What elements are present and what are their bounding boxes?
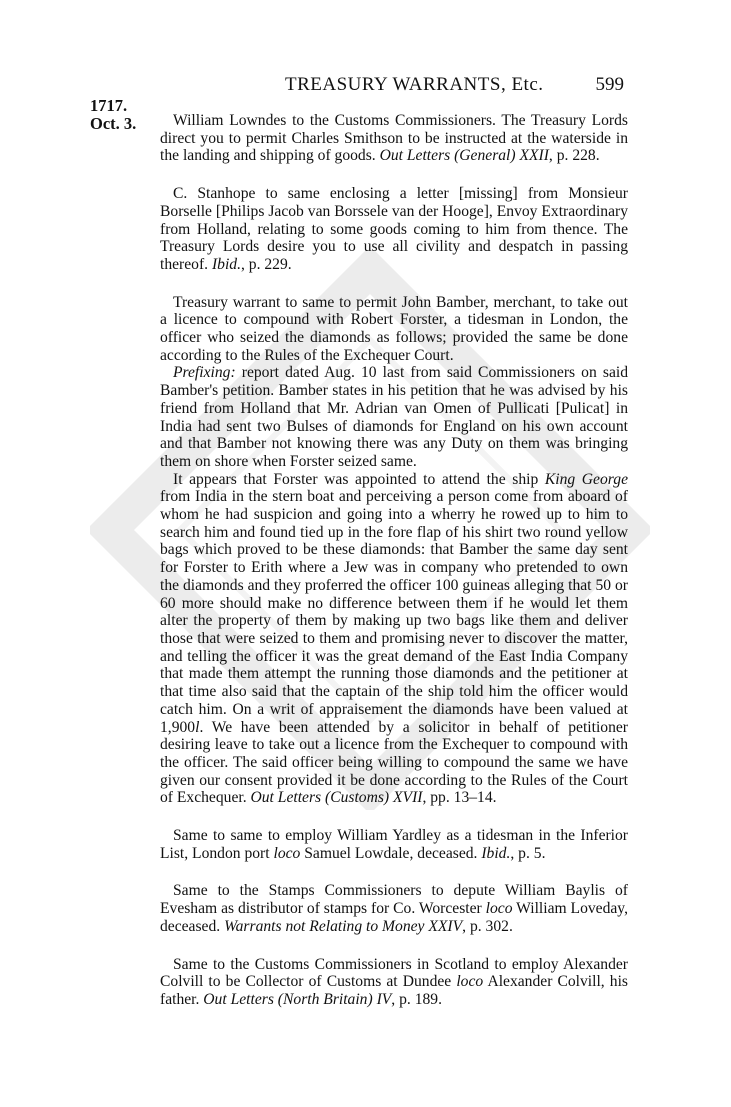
loco-term: loco (273, 844, 301, 862)
source-reference: Ibid. (481, 844, 511, 862)
source-reference: Ibid. (211, 255, 241, 273)
report-text: from India in the stern boat and perceiving a person come from aboard of whom he had suspicion and going into a wherry he rowed up to him to search him and found tied up in the fore flap of his shirt two round yellow bags which proved to be these diamonds: that Bamber the same day sent for Forster to Erith where a Jew was in company who pretended to own the diamonds and they proferred the officer 100 guineas alleging that 50 or 60 more should make no difference between them if he would let them alter the property of them by making up two bags like them and deliver those that were seized to them and promising never to discover the matter, and telling the officer it was the great demand of the East India Company that made them attempt the running those diamonds and the petitioner at that time also said that the captain of the ship told him the officer would catch him. On a writ of appraisement the diamonds have been valued at 1,900 (160, 488, 628, 736)
source-reference: Out Letters (Customs) XVII (250, 789, 423, 807)
prefixing-text: report dated Aug. 10 last from said Commissioners on said Bamber's petition. Bamber states in his petition that he was advised by his friend from Holland that Mr. Adrian van Omen of Pullicati [Pulicat] in India had sent two Bulses of diamonds for England on his own account and that Bamber not knowing there was any Duty on them was bringing them on shore when Forster seized same. (160, 364, 628, 470)
prefixing-label: Prefixing: (173, 364, 236, 382)
source-reference: Out Letters (General) XXII (379, 147, 549, 165)
entry-text: Same to same to employ William Yardley as a tidesman in the Inferior List, London port (160, 827, 628, 862)
entry-text: William Loveday, deceased. (160, 900, 628, 935)
entry-bamber-warrant (160, 294, 628, 807)
report-text: It appears that Forster was appointed to attend the ship (173, 470, 545, 488)
entry-yardley (160, 827, 628, 862)
source-pages: , pp. 13–14. (422, 789, 497, 807)
entry-text: William Lowndes to the Customs Commissioners. The Treasury Lords direct you to permit Charles Smithson to be instructed at the waterside in the landing and shipping of goods. (160, 112, 628, 165)
ship-name: King George (544, 470, 628, 488)
entry-colvill (160, 956, 628, 1009)
margin-year: 1717. (90, 96, 128, 115)
entry-text: Treasury warrant to same to permit John Bamber, merchant, to take out a licence to compound with Robert Forster, a tidesman in London, the officer who seized the diamonds as follows; provided the same be done according to the Rules of the Exchequer Court. (160, 293, 628, 364)
entry-text: Alexander Colvill, his father. (160, 973, 629, 1008)
entry-text: C. Stanhope to same enclosing a letter [missing] from Monsieur Borselle [Philips Jacob van Borssele van der Hooge], Envoy Extraordinary from Holland, relating to some goods coming to him from thence. The Treasury Lords desire you to use all civility and despatch in passing thereof. (160, 185, 628, 273)
running-title: TREASURY WARRANTS, Etc. (285, 74, 544, 95)
source-pages: , p. 189. (391, 990, 442, 1008)
entry-text: Same to the Stamps Commissioners to depute William Baylis of Evesham as distributor of stamps for Co. Worcester (160, 882, 628, 918)
document-body (160, 112, 628, 1029)
entry-lowndes (160, 112, 628, 165)
pound-symbol: l (195, 718, 200, 736)
page-number: 599 (595, 74, 624, 95)
margin-date: Oct. 3. (90, 114, 137, 133)
loco-term: loco (456, 973, 484, 991)
source-reference: Out Letters (North Britain) IV (203, 990, 392, 1008)
source-pages: , p. 228. (548, 147, 600, 165)
entry-text: Samuel Lowdale, deceased. (300, 844, 482, 862)
source-pages: , p. 5. (510, 844, 546, 862)
source-pages: , p. 229. (240, 255, 292, 273)
entry-stanhope (160, 185, 628, 274)
entry-baylis (160, 882, 628, 935)
report-text: . We have been attended by a solicitor in behalf of petitioner desiring leave to take out a licence from the Exchequer to compound with the officer. The said officer being willing to compound the same we have given our consent provided it be done according to the Rules of the Court of Exchequer. (160, 718, 628, 807)
source-reference: Warrants not Relating to Money XXIV (224, 917, 463, 935)
source-pages: , p. 302. (462, 917, 513, 935)
loco-term: loco (485, 900, 513, 918)
entry-text: Same to the Customs Commissioners in Scotland to employ Alexander Colvill to be Collector of Customs at Dundee (160, 955, 628, 991)
